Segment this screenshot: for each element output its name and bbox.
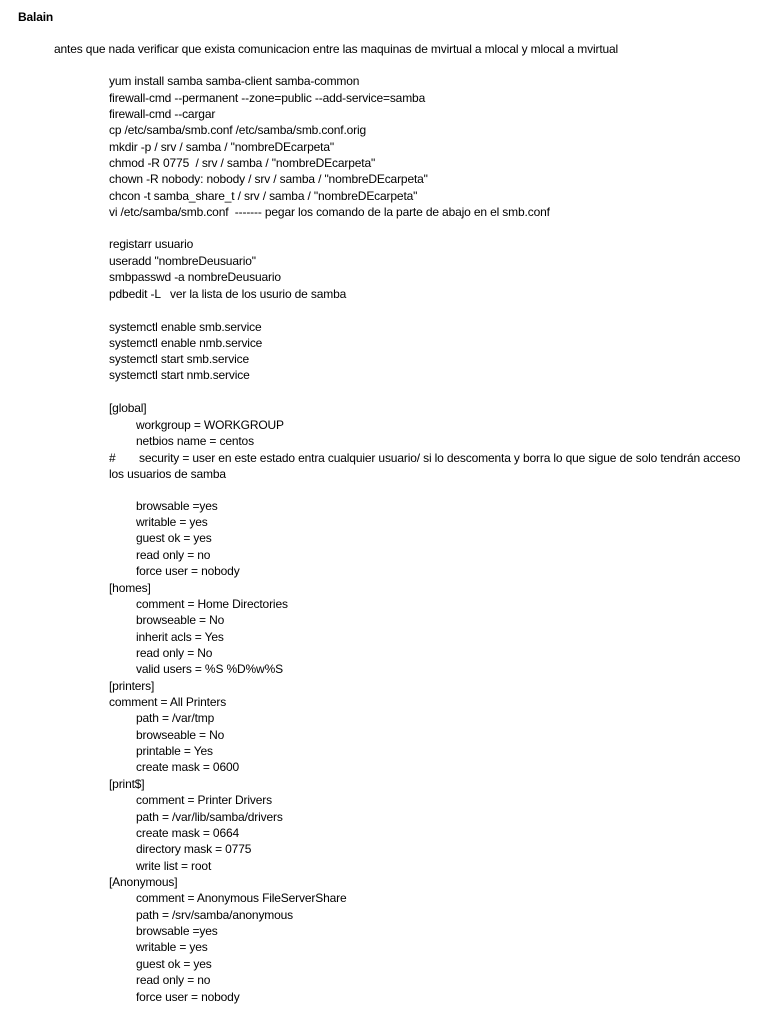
config-option: guest ok = yes: [136, 531, 212, 545]
install-step: vi /etc/samba/smb.conf ------- pegar los comando de la parte de abajo en el smb.conf: [109, 205, 550, 219]
config-option: comment = Anonymous FileServerShare: [136, 891, 347, 905]
config-option: browseable = No: [136, 613, 225, 627]
install-step: firewall-cmd --cargar: [109, 107, 216, 121]
install-step: chcon -t samba_share_t / srv / samba / "nombreDEcarpeta": [109, 189, 418, 203]
comment-text: security = user en este estado entra cualquier usuario/ si lo descomenta y borra lo que sigue de solo tendrán acceso los usuarios de samba: [109, 451, 741, 481]
config-option: create mask = 0600: [136, 760, 240, 774]
user-step: smbpasswd -a nombreDeusuario: [109, 270, 281, 284]
user-step: registarr usuario: [109, 237, 194, 251]
config-option: browseable = No: [136, 728, 225, 742]
config-option: browsable =yes: [136, 924, 218, 938]
config-option: workgroup = WORKGROUP: [136, 418, 284, 432]
user-step: pdbedit -L ver la lista de los usurio de samba: [109, 287, 347, 301]
config-option: path = /var/lib/samba/drivers: [136, 810, 283, 824]
install-step: cp /etc/samba/smb.conf /etc/samba/smb.conf.orig: [109, 123, 367, 137]
install-step: yum install samba samba-client samba-common: [109, 74, 360, 88]
config-section-print: [print$]: [109, 777, 145, 791]
config-option: create mask = 0664: [136, 826, 240, 840]
config-option: writable = yes: [136, 940, 208, 954]
config-option: read only = No: [136, 646, 213, 660]
config-option: force user = nobody: [136, 564, 240, 578]
config-option: read only = no: [136, 548, 211, 562]
config-option: force user = nobody: [136, 990, 240, 1004]
service-step: systemctl start smb.service: [109, 352, 249, 366]
config-option: write list = root: [136, 859, 212, 873]
config-option: comment = All Printers: [109, 695, 227, 709]
config-section-global: [global]: [109, 401, 147, 415]
config-option: printable = Yes: [136, 744, 213, 758]
config-option: writable = yes: [136, 515, 208, 529]
service-step: systemctl enable smb.service: [109, 320, 262, 334]
user-step: useradd "nombreDeusuario": [109, 254, 256, 268]
install-step: mkdir -p / srv / samba / "nombreDEcarpeta": [109, 140, 334, 154]
config-section-anonymous: [Anonymous]: [109, 875, 178, 889]
config-option: comment = Printer Drivers: [136, 793, 272, 807]
config-option: read only = no: [136, 973, 211, 987]
config-section-homes: [homes]: [109, 581, 151, 595]
config-option: browsable =yes: [136, 499, 218, 513]
config-option: netbios name = centos: [136, 434, 254, 448]
config-option: valid users = %S %D%w%S: [136, 662, 283, 676]
install-step: chown -R nobody: nobody / srv / samba / "nombreDEcarpeta": [109, 172, 428, 186]
document-title: Balain: [18, 10, 54, 24]
service-step: systemctl start nmb.service: [109, 368, 250, 382]
comment-hash: #: [109, 451, 116, 465]
config-option: directory mask = 0775: [136, 842, 252, 856]
install-step: firewall-cmd --permanent --zone=public --add-service=samba: [109, 91, 426, 105]
install-step: chmod -R 0775 / srv / samba / "nombreDEcarpeta": [109, 156, 376, 170]
config-option: comment = Home Directories: [136, 597, 288, 611]
config-option: inherit acls = Yes: [136, 630, 224, 644]
service-step: systemctl enable nmb.service: [109, 336, 263, 350]
config-option: path = /var/tmp: [136, 711, 215, 725]
config-option: guest ok = yes: [136, 957, 212, 971]
config-section-printers: [printers]: [109, 679, 155, 693]
intro-text: antes que nada verificar que exista comunicacion entre las maquinas de mvirtual a mlocal y mlocal a mvirtual: [54, 42, 619, 56]
config-option: path = /srv/samba/anonymous: [136, 908, 294, 922]
